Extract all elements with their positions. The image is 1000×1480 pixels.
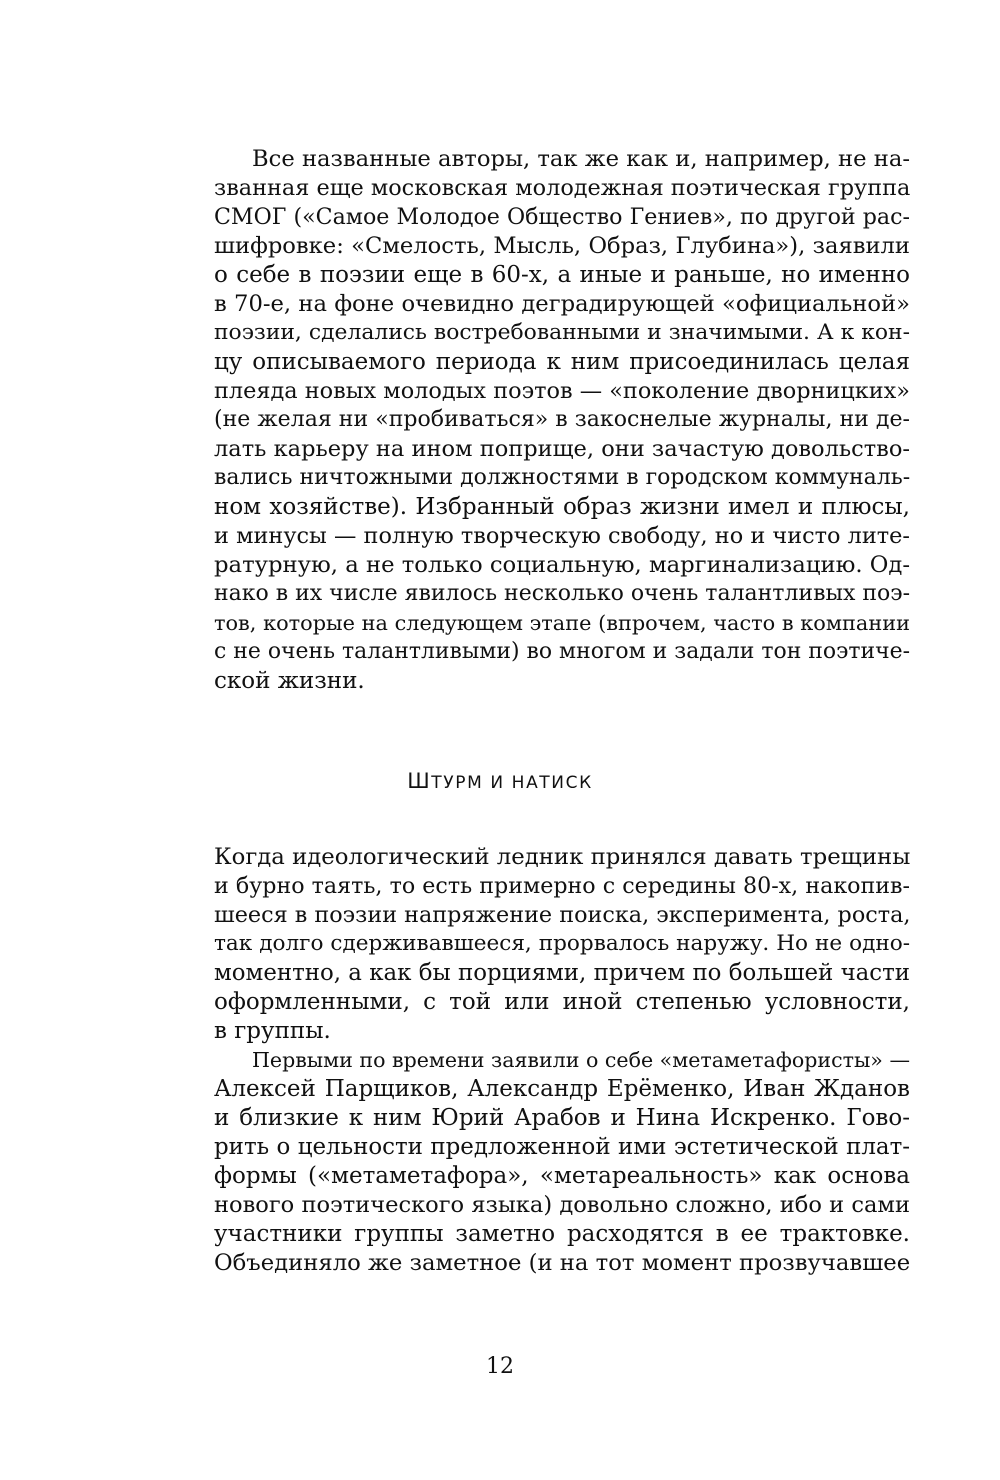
text-line: ской жизни. (214, 668, 365, 694)
text-line: Объединяло же заметное (и на тот момент прозвучавшее (214, 1250, 911, 1276)
text-line: нако в их числе явилось несколько очень талантливых поэ- (214, 581, 910, 606)
text-line: о себе в поэзии еще в 60-х, а иные и раньше, но именно (214, 262, 910, 288)
text-line: в 70-е, на фоне очевидно деградирующей «официальной» (214, 291, 910, 317)
text-line: и минусы — полную творческую свободу, но и чисто лите- (214, 523, 910, 549)
text-line: рить о цельности предложенной ими эстетической плат- (214, 1134, 910, 1160)
heading-initial: Ш (407, 769, 432, 793)
text-line: оформленными, с той или иной степенью условности, (214, 989, 910, 1015)
text-line: и бурно таять, то есть примерно с середины 80-х, накопив- (214, 873, 910, 899)
text-line: участники группы заметно расходятся в ее трактовке. (214, 1221, 910, 1247)
text-line: СМОГ («Самое Молодое Общество Гениев», по другой рас- (214, 204, 910, 230)
text-line: вались ничтожными должностями в городском коммуналь- (214, 465, 911, 490)
section-heading (0, 766, 1000, 798)
text-line: и близкие к ним Юрий Арабов и Нина Искренко. Гово- (214, 1105, 910, 1131)
text-line: так долго сдерживавшееся, прорвалось наружу. Но не одно- (214, 931, 910, 956)
text-line: лать карьеру на ином поприще, они зачастую довольство- (214, 436, 910, 462)
text-line: (не желая ни «пробиваться» в закоснелые журналы, ни де- (214, 407, 910, 432)
page-number: 12 (486, 1354, 514, 1379)
heading-rest: ТУРМ И НАТИСК (431, 773, 593, 793)
text-line: ратурную, а не только социальную, маргинализацию. Од- (214, 552, 911, 578)
text-line: Все названные авторы, так же как и, например, не на- (252, 146, 911, 172)
text-line: в группы. (214, 1018, 331, 1044)
text-line: с не очень талантливыми) во многом и задали тон поэтиче- (214, 639, 910, 664)
text-line: Когда идеологический ледник принялся давать трещины (214, 844, 911, 870)
text-line: моментно, а как бы порциями, причем по большей части (214, 960, 910, 986)
text-line: шифровке: «Смелость, Мысль, Образ, Глубина»), заявили (214, 233, 910, 259)
text-line: Алексей Парщиков, Александр Ерёменко, Иван Жданов (214, 1076, 910, 1102)
text-line: шееся в поэзии напряжение поиска, эксперимента, роста, (214, 902, 911, 928)
text-line: плеяда новых молодых поэтов — «поколение дворницких» (214, 378, 910, 404)
text-line: званная еще московская молодежная поэтическая группа (214, 175, 911, 201)
text-line: нового поэтического языка) довольно сложно, ибо и сами (214, 1192, 910, 1218)
text-line: поэзии, сделались востребованными и значимыми. А к кон- (214, 320, 910, 345)
text-line: Первыми по времени заявили о себе «метаметафористы» — (252, 1048, 910, 1072)
text-line: тов, которые на следующем этапе (впрочем, часто в компании (214, 611, 910, 635)
text-line: цу описываемого периода к ним присоединилась целая (214, 349, 910, 375)
text-line: ном хозяйстве). Избранный образ жизни имел и плюсы, (214, 494, 910, 520)
text-line: формы («метаметафора», «метареальность» как основа (214, 1163, 910, 1189)
